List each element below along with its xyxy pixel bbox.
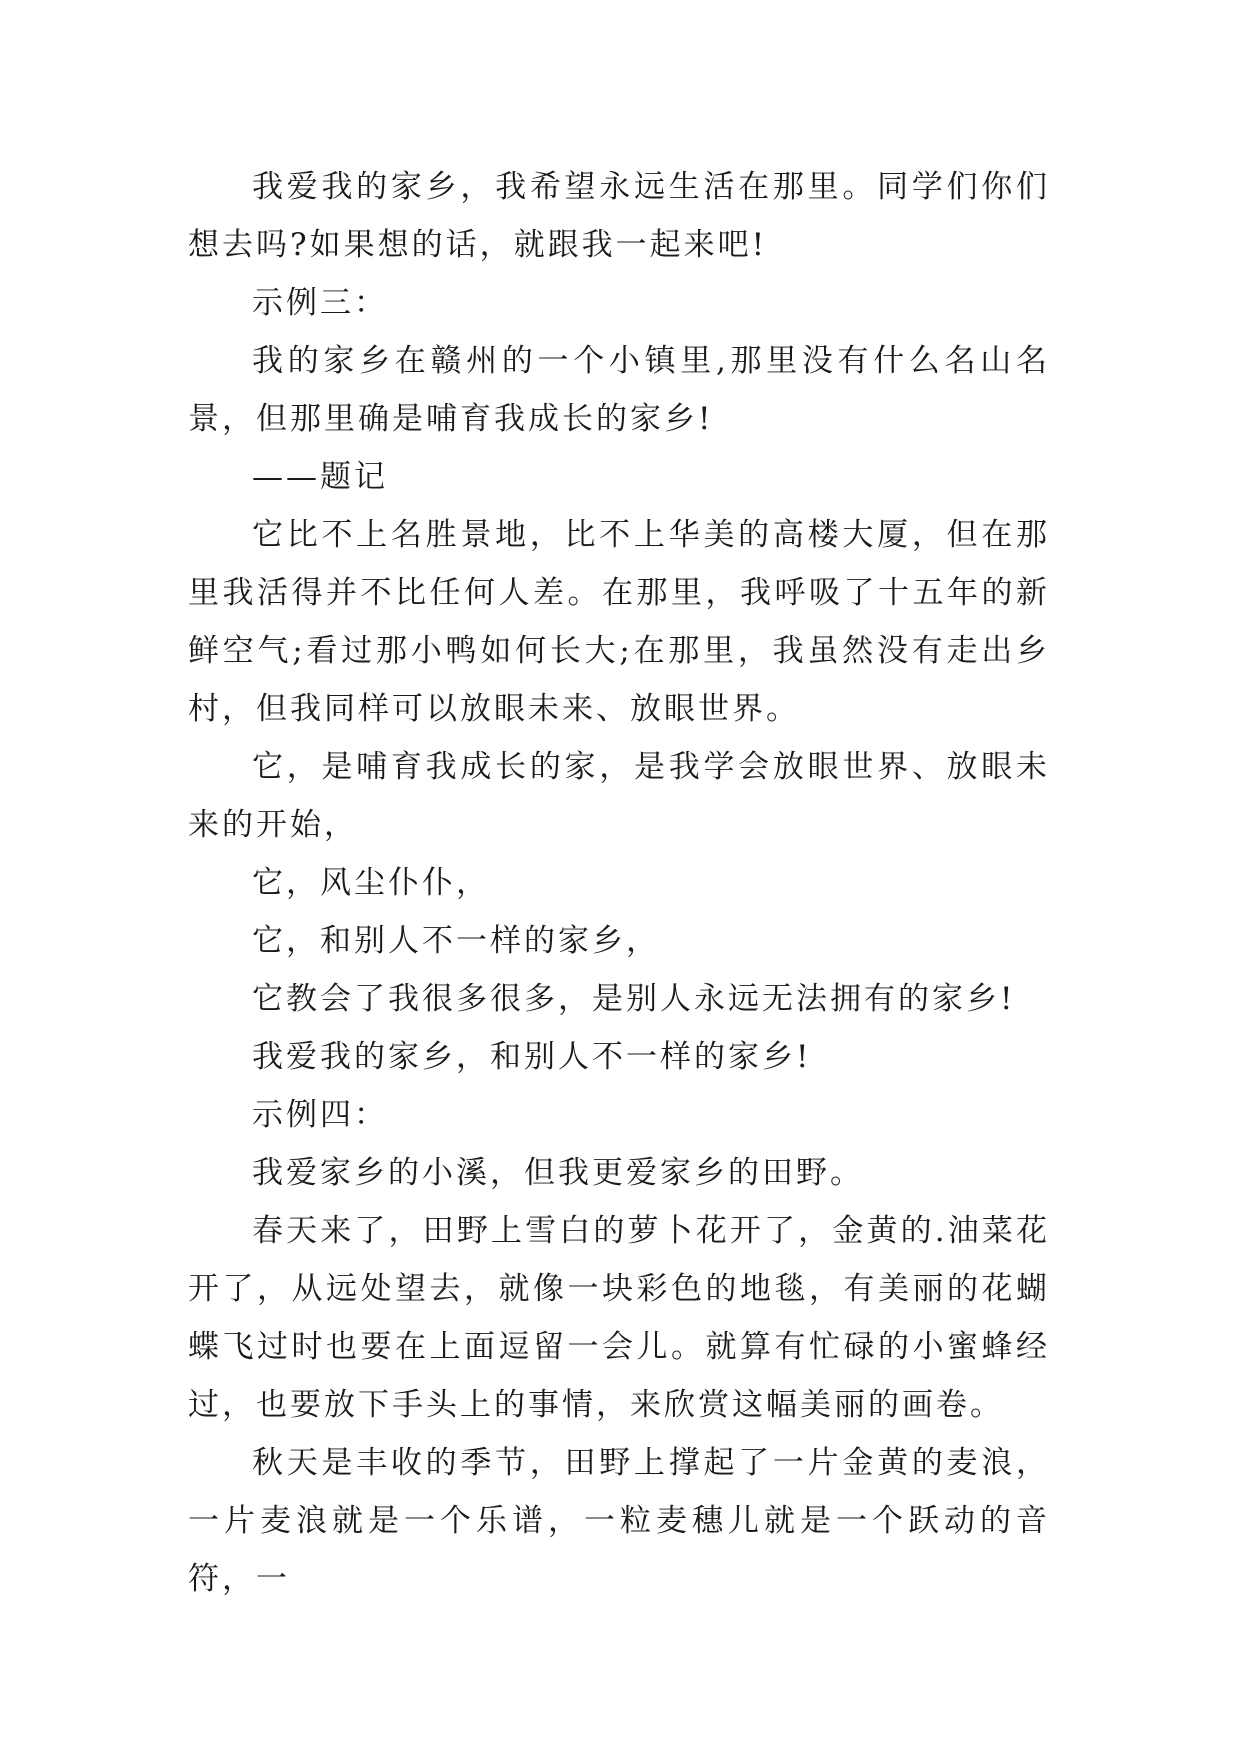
- epigraph-attribution: ——题记: [252, 459, 388, 495]
- section-heading: 示例三：: [252, 285, 388, 321]
- paragraph: 我爱我的家乡，和别人不一样的家乡!: [252, 1039, 812, 1075]
- paragraph: 它，是哺育我成长的家，是我学会放眼世界、放眼未来的开始，: [188, 749, 1050, 843]
- paragraph: 我爱我的家乡，我希望永远生活在那里。同学们你们想去吗?如果想的话，就跟我一起来吧!: [188, 169, 1050, 263]
- section-heading: 示例四：: [252, 1097, 388, 1133]
- paragraph: 秋天是丰收的季节，田野上撑起了一片金黄的麦浪，一片麦浪就是一个乐谱，一粒麦穗儿就是一个跃动的音符，一: [188, 1445, 1050, 1597]
- paragraph: 它，和别人不一样的家乡，: [252, 923, 660, 959]
- paragraph: 我爱家乡的小溪，但我更爱家乡的田野。: [252, 1155, 864, 1191]
- paragraph: 它比不上名胜景地，比不上华美的高楼大厦，但在那里我活得并不比任何人差。在那里，我呼吸了十五年的新鲜空气;看过那小鸭如何长大;在那里，我虽然没有走出乡村，但我同样可以放眼未来、放眼世界。: [188, 517, 1050, 727]
- paragraph: 我的家乡在赣州的一个小镇里,那里没有什么名山名景，但那里确是哺育我成长的家乡!: [188, 343, 1050, 437]
- paragraph: 春天来了，田野上雪白的萝卜花开了，金黄的.油菜花开了，从远处望去，就像一块彩色的地毯，有美丽的花蝴蝶飞过时也要在上面逗留一会儿。就算有忙碌的小蜜蜂经过，也要放下手头上的事情，来欣赏这幅美丽的画卷。: [188, 1213, 1050, 1423]
- document-body: [188, 158, 1050, 1608]
- paragraph: 它，风尘仆仆，: [252, 865, 490, 901]
- paragraph: 它教会了我很多很多，是别人永远无法拥有的家乡!: [252, 981, 1016, 1017]
